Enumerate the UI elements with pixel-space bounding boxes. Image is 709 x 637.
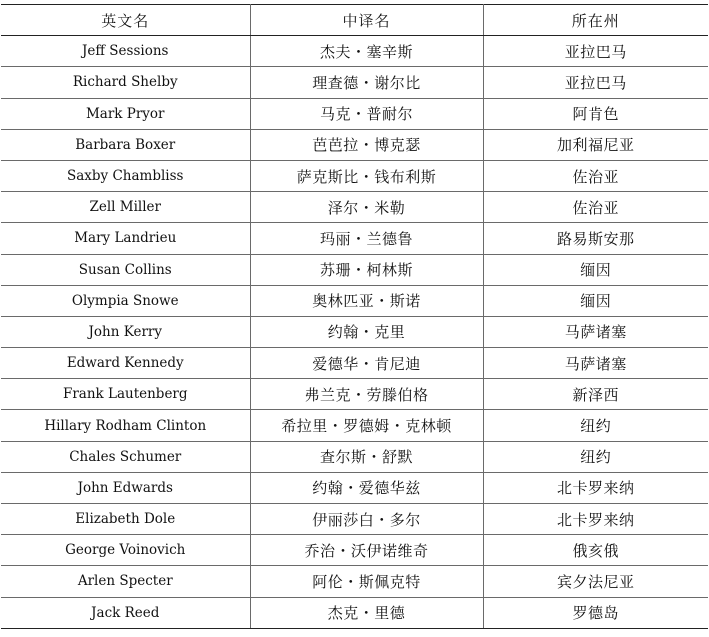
state-cell: 亚拉巴马	[483, 36, 708, 67]
header-chinese-name: 中译名	[250, 5, 483, 36]
state-cell: 佐治亚	[483, 160, 708, 191]
state-cell: 宾夕法尼亚	[483, 566, 708, 597]
state-cell: 路易斯安那	[483, 223, 708, 254]
table-row	[1, 316, 708, 347]
header-row	[1, 5, 708, 36]
senator-name-table	[1, 4, 708, 629]
chinese-name-cell: 苏珊・柯林斯	[250, 254, 483, 285]
table-row	[1, 254, 708, 285]
table-row	[1, 67, 708, 98]
chinese-name-cell: 马克・普耐尔	[250, 98, 483, 129]
chinese-name-cell: 杰夫・塞辛斯	[250, 36, 483, 67]
english-name-cell: Barbara Boxer	[1, 129, 250, 160]
chinese-name-cell: 泽尔・米勒	[250, 192, 483, 223]
state-cell: 马萨诸塞	[483, 316, 708, 347]
state-cell: 缅因	[483, 254, 708, 285]
table-row	[1, 410, 708, 441]
english-name-cell: Susan Collins	[1, 254, 250, 285]
chinese-name-cell: 理查德・谢尔比	[250, 67, 483, 98]
table-row	[1, 535, 708, 566]
english-name-cell: Hillary Rodham Clinton	[1, 410, 250, 441]
state-cell: 马萨诸塞	[483, 348, 708, 379]
chinese-name-cell: 阿伦・斯佩克特	[250, 566, 483, 597]
chinese-name-cell: 爱德华・肯尼迪	[250, 348, 483, 379]
table-row	[1, 597, 708, 628]
english-name-cell: Elizabeth Dole	[1, 504, 250, 535]
chinese-name-cell: 希拉里・罗德姆・克林顿	[250, 410, 483, 441]
header-english-name: 英文名	[1, 5, 250, 36]
table-row	[1, 129, 708, 160]
chinese-name-cell: 约翰・克里	[250, 316, 483, 347]
chinese-name-cell: 芭芭拉・博克瑟	[250, 129, 483, 160]
state-cell: 阿肯色	[483, 98, 708, 129]
state-cell: 加利福尼亚	[483, 129, 708, 160]
table-row	[1, 379, 708, 410]
table-row	[1, 98, 708, 129]
english-name-cell: John Edwards	[1, 472, 250, 503]
header-state: 所在州	[483, 5, 708, 36]
table-row	[1, 441, 708, 472]
chinese-name-cell: 萨克斯比・钱布利斯	[250, 160, 483, 191]
state-cell: 北卡罗来纳	[483, 472, 708, 503]
chinese-name-cell: 奥林匹亚・斯诺	[250, 285, 483, 316]
state-cell: 北卡罗来纳	[483, 504, 708, 535]
english-name-cell: Arlen Specter	[1, 566, 250, 597]
chinese-name-cell: 玛丽・兰德鲁	[250, 223, 483, 254]
chinese-name-cell: 查尔斯・舒默	[250, 441, 483, 472]
table-row	[1, 348, 708, 379]
english-name-cell: Richard Shelby	[1, 67, 250, 98]
table-row	[1, 472, 708, 503]
state-cell: 罗德岛	[483, 597, 708, 628]
table-row	[1, 566, 708, 597]
chinese-name-cell: 杰克・里德	[250, 597, 483, 628]
english-name-cell: Olympia Snowe	[1, 285, 250, 316]
chinese-name-cell: 约翰・爱德华兹	[250, 472, 483, 503]
table-header	[1, 5, 708, 36]
chinese-name-cell: 伊丽莎白・多尔	[250, 504, 483, 535]
english-name-cell: Frank Lautenberg	[1, 379, 250, 410]
table-row	[1, 285, 708, 316]
table-row	[1, 36, 708, 67]
table-row	[1, 192, 708, 223]
table-row	[1, 160, 708, 191]
english-name-cell: Mary Landrieu	[1, 223, 250, 254]
state-cell: 纽约	[483, 441, 708, 472]
state-cell: 俄亥俄	[483, 535, 708, 566]
state-cell: 新泽西	[483, 379, 708, 410]
english-name-cell: Edward Kennedy	[1, 348, 250, 379]
table-row	[1, 223, 708, 254]
english-name-cell: Mark Pryor	[1, 98, 250, 129]
table-body	[1, 36, 708, 629]
state-cell: 纽约	[483, 410, 708, 441]
english-name-cell: Zell Miller	[1, 192, 250, 223]
state-cell: 佐治亚	[483, 192, 708, 223]
state-cell: 亚拉巴马	[483, 67, 708, 98]
english-name-cell: John Kerry	[1, 316, 250, 347]
chinese-name-cell: 乔治・沃伊诺维奇	[250, 535, 483, 566]
english-name-cell: Jack Reed	[1, 597, 250, 628]
english-name-cell: George Voinovich	[1, 535, 250, 566]
state-cell: 缅因	[483, 285, 708, 316]
english-name-cell: Saxby Chambliss	[1, 160, 250, 191]
chinese-name-cell: 弗兰克・劳滕伯格	[250, 379, 483, 410]
english-name-cell: Jeff Sessions	[1, 36, 250, 67]
english-name-cell: Chales Schumer	[1, 441, 250, 472]
table-row	[1, 504, 708, 535]
